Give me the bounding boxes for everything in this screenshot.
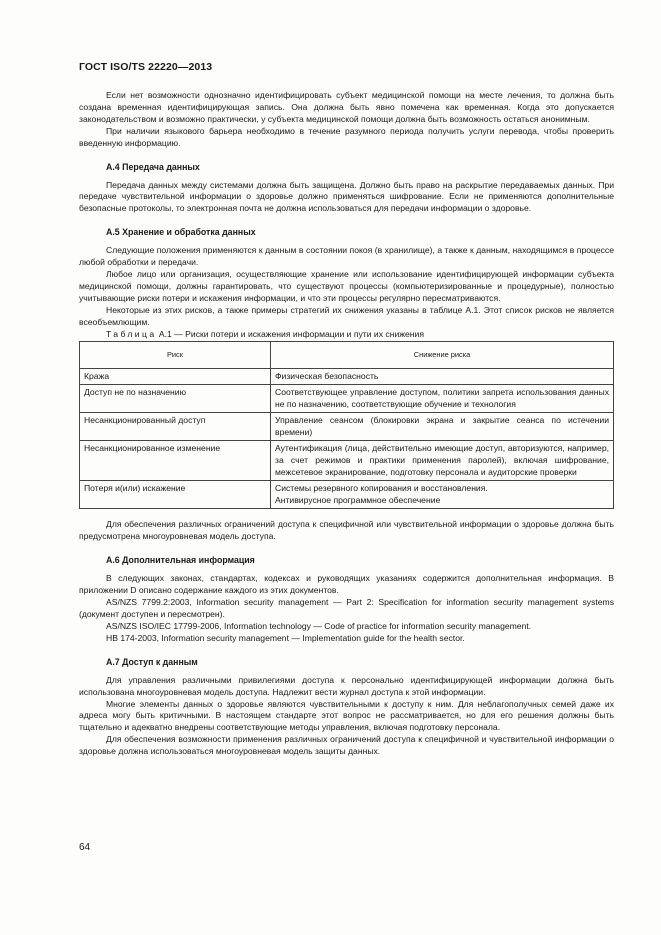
section-heading-a4: А.4 Передача данных: [106, 161, 200, 172]
column-header-risk: Риск: [80, 341, 271, 368]
mitigation-cell: [271, 481, 614, 509]
paragraph: Некоторые из этих рисков, а также примеры стратегий их снижения указаны в таблице А.1. Этот список рисков не является всеобъемлющим.: [79, 304, 614, 327]
page-number: 64: [79, 842, 91, 853]
section-heading-a5: А.5 Хранение и обработка данных: [106, 227, 256, 238]
column-header-mitigation: Снижение риска: [271, 341, 614, 368]
table-caption-prefix: Таблица: [106, 328, 157, 339]
section-heading-a7: А.7 Доступ к данным: [106, 656, 198, 667]
mitigation-line: Системы резервного копирования и восстановления.: [275, 483, 488, 494]
risk-cell: Несанкционированное изменение: [80, 441, 271, 481]
mitigation-cell: Физическая безопасность: [271, 368, 614, 385]
paragraph: Для обеспечения возможности применения различных ограничений доступа к специфичной и чувствительной информации о здоровье должна использоваться многоуровневая модель защиты данных.: [79, 734, 614, 757]
mitigation-cell: Соответствующее управление доступом, политики запрета использования данных не по назначению, соответствующие обучение и технология: [271, 385, 614, 413]
reference-item: AS/NZS 7799.2:2003, Information security management — Part 2: Specification for information security management systems (документ доступен и пересмотрен).: [79, 597, 614, 619]
mitigation-cell: Аутентификация (лица, действительно имеющие доступ, авторизуются, например, за счет режимов и практики применения паролей), включая шифрование, межсетевое экранирование, подготовку персонала и аудиторские проверки: [271, 441, 614, 481]
mitigation-cell: Управление сеансом (блокировки экрана и закрытие сеанса по истечении времени): [271, 413, 614, 441]
paragraph: При наличии языкового барьера необходимо в течение разумного периода получить услуги перевода, чтобы проверить введенную информацию.: [79, 125, 614, 148]
table-header-row: [80, 341, 614, 368]
section-heading-a6: А.6 Дополнительная информация: [106, 555, 255, 566]
paragraph: Любое лицо или организация, осуществляющие хранение или использование идентифицирующей информации субъекта медицинской помощи, должны гарантировать, что существуют процессы (компьютеризированные и процедурные), полностью учитывающие риски потери и искажения информации, и что эти процессы регулярно пересматриваются.: [79, 269, 614, 303]
table-row: [80, 441, 614, 481]
risk-cell: Кража: [80, 368, 271, 385]
paragraph: Следующие положения применяются к данным в состоянии покоя (в хранилище), а также к данным, находящимся в процессе любой обработки и передачи.: [79, 245, 614, 268]
risk-cell: Доступ не по назначению: [80, 385, 271, 413]
risk-cell: Потеря и(или) искажение: [80, 481, 271, 509]
document-header: ГОСТ ISO/TS 22220—2013: [79, 61, 213, 73]
paragraph: Для управления различными привилегиями доступа к персонально идентифицирующей информации должна быть использована многоуровневая модель доступа. Надлежит вести журнал доступа к этой информации.: [79, 674, 614, 697]
paragraph: Передача данных между системами должна быть защищена. Должно быть право на раскрытие передаваемых данных. При передаче чувствительной информации о здоровье должно применяться шифрование. Если не применяются дополнительные безопасные протоколы, то электронная почта не должна использоваться для передачи информации о здоровье.: [79, 179, 614, 214]
mitigation-line: Антивирусное программное обеспечение: [275, 494, 441, 505]
paragraph: Для обеспечения различных ограничений доступа к специфичной или чувствительной информации о здоровье должна быть предусмотрена многоуровневая модель доступа.: [79, 519, 614, 542]
table-caption: [79, 329, 614, 341]
reference-item: HB 174-2003, Information security management — Implementation guide for the health sector.: [106, 632, 465, 643]
paragraph: В следующих законах, стандартах, кодексах и руководящих указаниях содержится дополнительная информация. В приложении D описано содержание каждого из этих документов.: [79, 573, 614, 596]
page-content: [79, 90, 614, 758]
paragraph: Если нет возможности однозначно идентифицировать субъект медицинской помощи на месте лечения, то должна быть создана временная идентифицирующая запись. Она должна быть явно помечена как временная. Когда это допускается законодательством и возможно практически, у субъекта медицинской помощи должна быть возможность остаться анонимным.: [79, 90, 614, 124]
table-row: [80, 413, 614, 441]
table-row: [80, 385, 614, 413]
paragraph: Многие элементы данных о здоровье являются чувствительными к доступу к ним. Для неблагополучных семей даже их адреса могу быть критичными. В настоящем стандарте этот вопрос не рассматривается, но для его решения должны быть тщательно и адекватно внедрены соответствующие методы управления, включая подготовку персонала.: [79, 698, 614, 733]
table-row: [80, 481, 614, 509]
risk-cell: Несанкционированный доступ: [80, 413, 271, 441]
risk-table: [79, 341, 614, 510]
table-row: [80, 368, 614, 385]
reference-item: AS/NZS ISO/IEC 17799-2006, Information technology — Code of practice for information security management.: [106, 620, 532, 631]
table-caption-title: А.1 — Риски потери и искажения информации и пути их снижения: [156, 328, 424, 339]
